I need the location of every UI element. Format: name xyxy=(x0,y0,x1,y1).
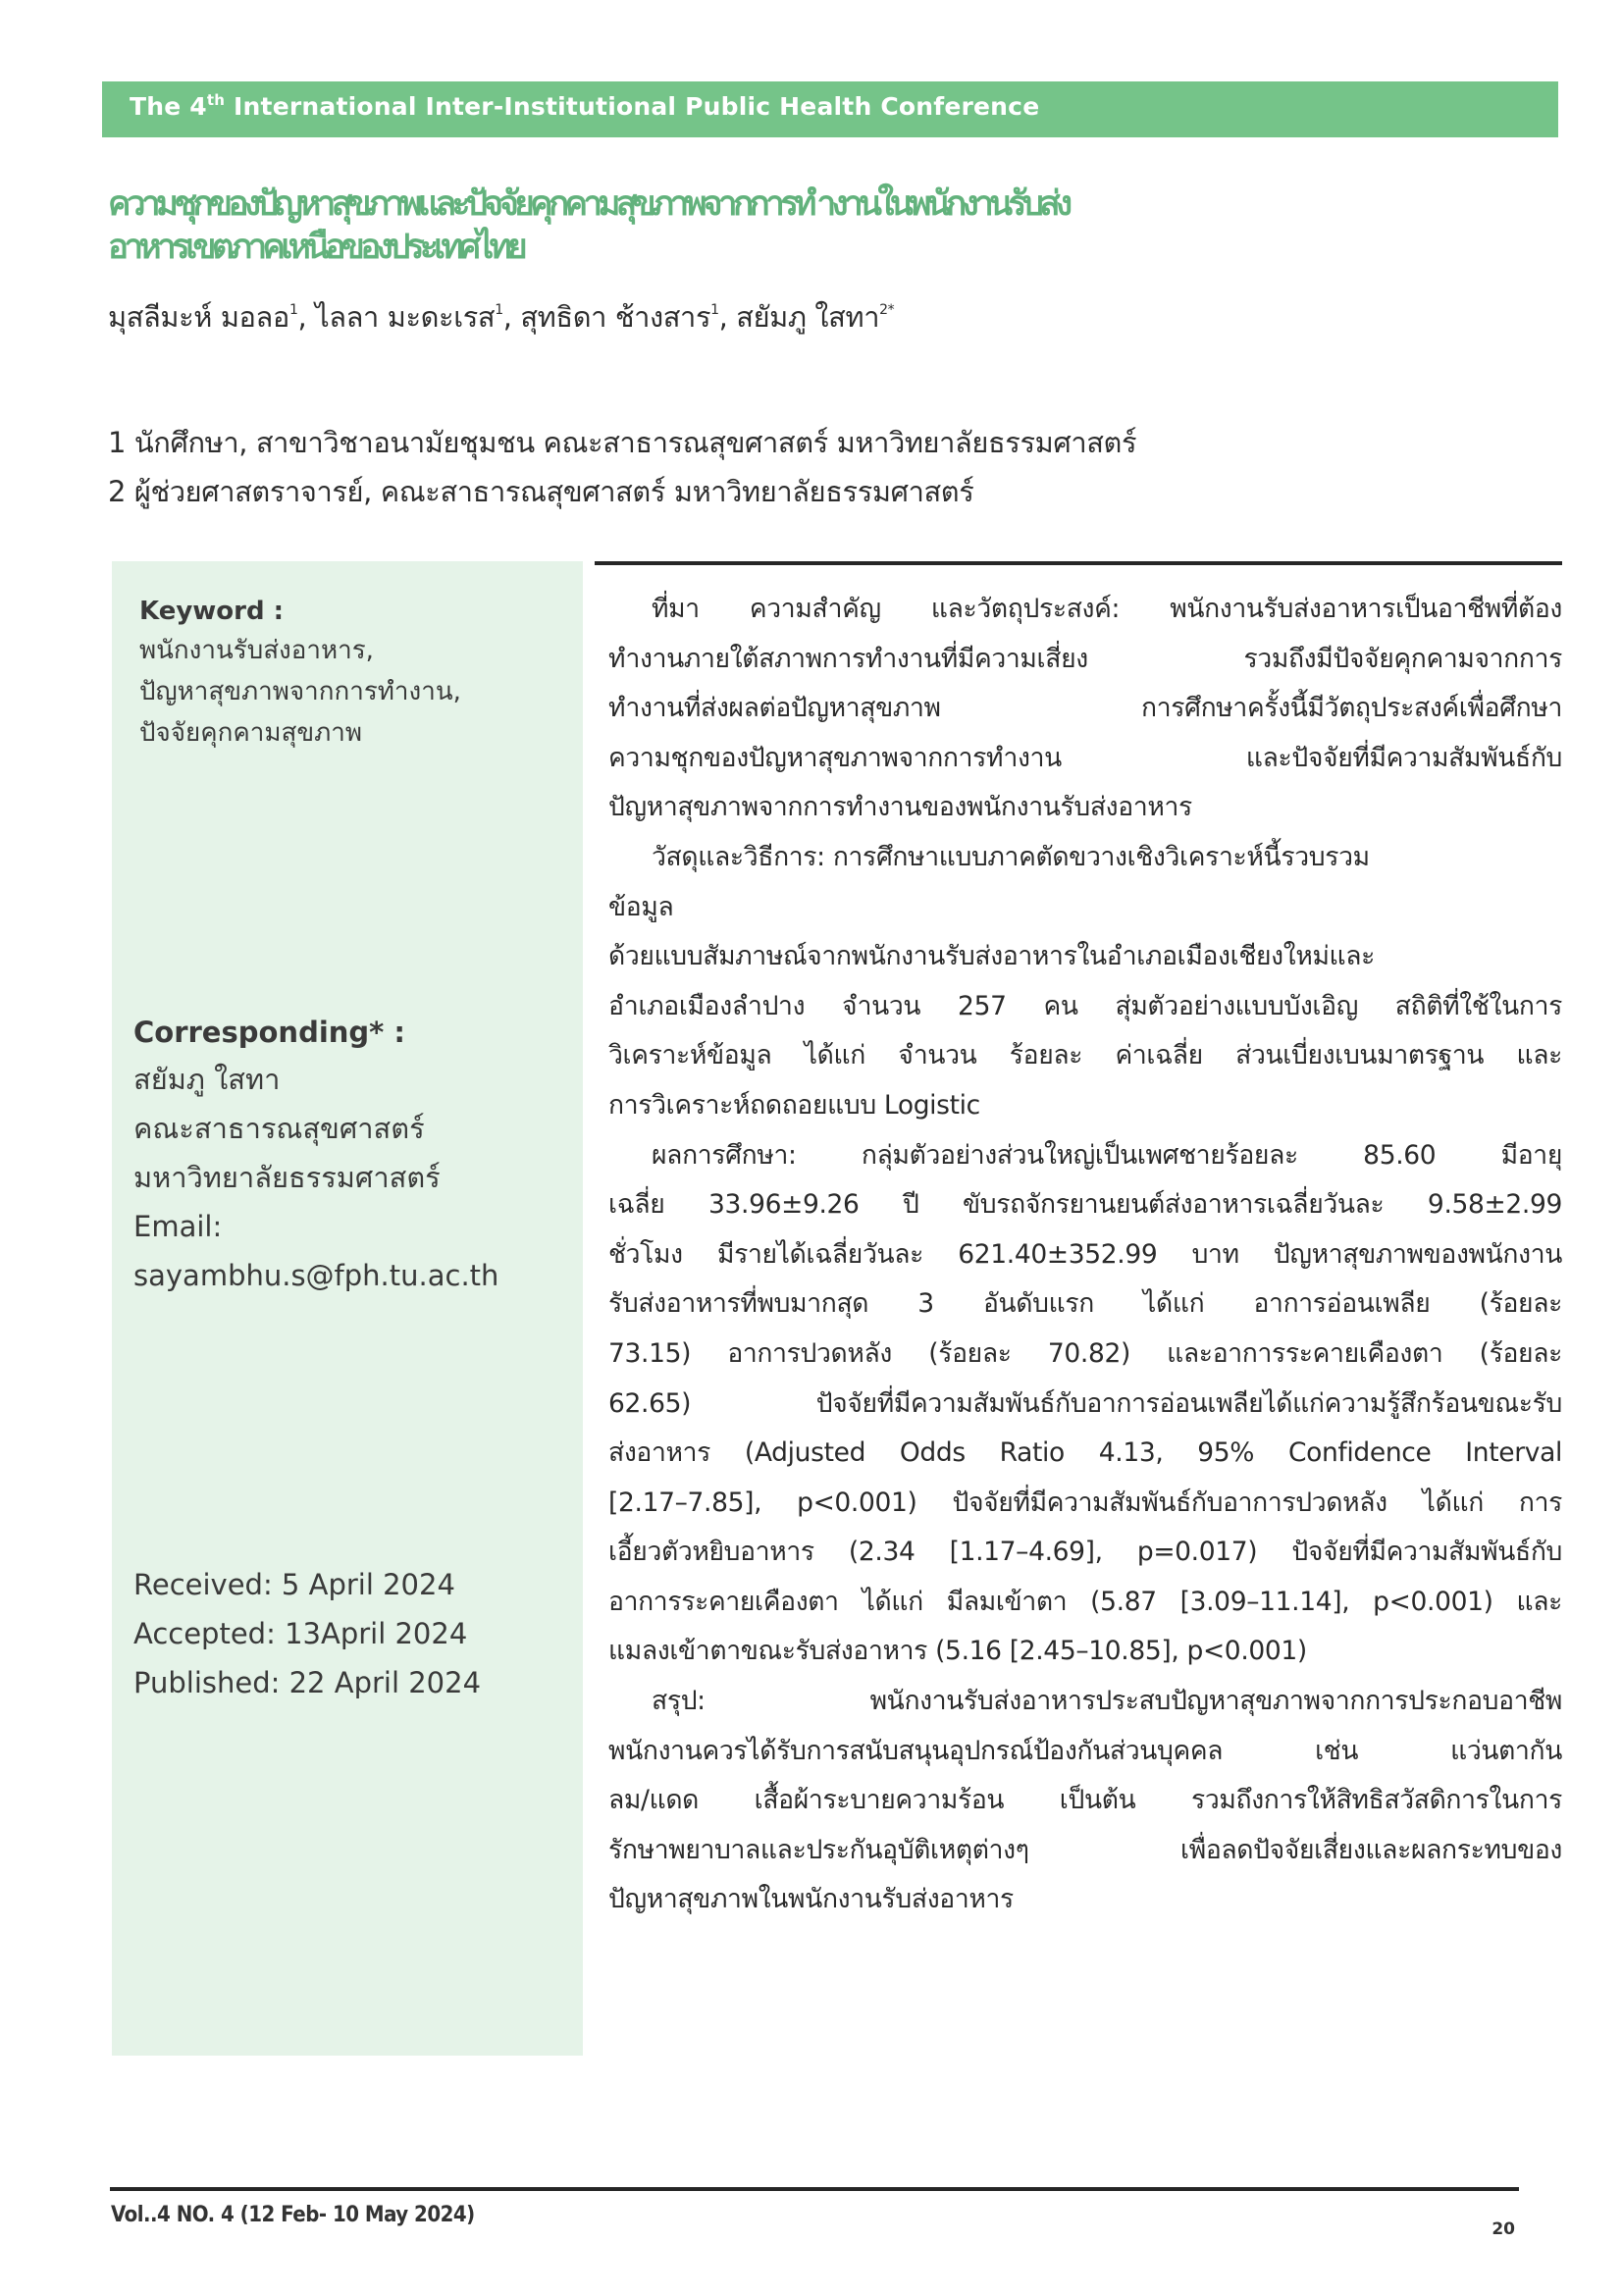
author-name: มุสลีมะห์ มอลอ xyxy=(108,300,289,334)
abstract-line: อาการระคายเคืองตา ได้แก่ มีลมเข้าตา (5.87 [3.09–11.14], p<0.001) และ xyxy=(608,1586,1562,1617)
article-title xyxy=(108,183,1541,269)
affiliation-1: 1 นักศึกษา, สาขาวิชาอนามัยชุมชน คณะสาธารณสุขศาสตร์ มหาวิทยาลัยธรรมศาสตร์ xyxy=(108,426,1137,459)
article-title-line: อาหารเขตภาคเหนือของประเทศไทย xyxy=(108,228,524,267)
received-date: Received: 5 April 2024 xyxy=(133,1568,455,1601)
abstract-line: [2.17–7.85], p<0.001) ปัจจัยที่มีความสัมพันธ์กับอาการปวดหลัง ได้แก่ การ xyxy=(608,1487,1562,1518)
abstract-line: ลม/แดด เสื้อผ้าระบายความร้อน เป็นต้น รวมถึงการให้สิทธิสวัสดิการในการ xyxy=(608,1785,1562,1816)
author-separator: , xyxy=(718,300,737,334)
abstract-top-rule xyxy=(595,561,1562,565)
corresponding-author-name: สยัมภู ใสทา xyxy=(133,1063,281,1096)
abstract-line: ด้วยแบบสัมภาษณ์จากพนักงานรับส่งอาหารในอำเภอเมืองเชียงใหม่และ xyxy=(608,941,1376,972)
author-list xyxy=(108,297,894,337)
author-affiliation-mark: 2* xyxy=(879,302,895,318)
corresponding-university: มหาวิทยาลัยธรรมศาสตร์ xyxy=(133,1161,441,1194)
article-title-line: ความชุกของปัญหาสุขภาพและปัจจัยคุกคามสุขภาพจากการทำงานในพนักงานรับส่ง xyxy=(108,184,1069,224)
author-affiliation-mark: 1 xyxy=(710,302,719,318)
author-name: ไลลา มะดะเรส xyxy=(315,300,496,334)
author-separator: , xyxy=(297,300,316,334)
abstract-line: รับส่งอาหารที่พบมากสุด 3 อันดับแรก ได้แก่ อาการอ่อนเพลีย (ร้อยละ xyxy=(608,1288,1562,1320)
conference-title-suffix: International Inter-Institutional Public Health Conference xyxy=(225,92,1040,121)
abstract-line: ปัญหาสุขภาพจากการทำงานของพนักงานรับส่งอาหาร xyxy=(608,792,1192,823)
affiliation-2: 2 ผู้ช่วยศาสตราจารย์, คณะสาธารณสุขศาสตร์ มหาวิทยาลัยธรรมศาสตร์ xyxy=(108,475,974,508)
keyword-item: พนักงานรับส่งอาหาร, xyxy=(139,636,374,665)
author-affiliation-mark: 1 xyxy=(495,302,503,318)
conference-title-sup: th xyxy=(206,91,226,109)
keyword-item: ปัญหาสุขภาพจากการทำงาน, xyxy=(139,677,461,706)
conference-banner xyxy=(102,81,1558,137)
corresponding-heading: Corresponding* : xyxy=(133,1016,406,1049)
author-name: สยัมภู ใสทา xyxy=(736,300,880,334)
abstract-line: ส่งอาหาร (Adjusted Odds Ratio 4.13, 95% Confidence Interval xyxy=(608,1437,1562,1469)
abstract-line: ชั่วโมง มีรายได้เฉลี่ยวันละ 621.40±352.99 บาท ปัญหาสุขภาพของพนักงาน xyxy=(608,1238,1562,1270)
abstract-line: ความชุกของปัญหาสุขภาพจากการทำงาน และปัจจัยที่มีความสัมพันธ์กับ xyxy=(608,742,1562,773)
author-affiliation-mark: 1 xyxy=(288,302,298,318)
abstract-line: ผลการศึกษา: กลุ่มตัวอย่างส่วนใหญ่เป็นเพศชายร้อยละ 85.60 มีอายุ xyxy=(652,1139,1562,1171)
abstract-line: เอี้ยวตัวหยิบอาหาร (2.34 [1.17–4.69], p=0.017) ปัจจัยที่มีความสัมพันธ์กับ xyxy=(608,1537,1562,1568)
abstract-line: สรุป: พนักงานรับส่งอาหารประสบปัญหาสุขภาพจากการประกอบอาชีพ xyxy=(652,1686,1562,1717)
abstract-line: วิเคราะห์ข้อมูล ได้แก่ จำนวน ร้อยละ ค่าเฉลี่ย ส่วนเบี่ยงเบนมาตรฐาน และ xyxy=(608,1040,1562,1071)
abstract-line: พนักงานควรได้รับการสนับสนุนอุปกรณ์ป้องกันส่วนบุคคล เช่น แว่นตากัน xyxy=(608,1735,1562,1766)
footer-rule xyxy=(110,2187,1519,2191)
corresponding-faculty: คณะสาธารณสุขศาสตร์ xyxy=(133,1112,425,1145)
volume-info: Vol..4 NO. 4 (12 Feb- 10 May 2024) xyxy=(111,2203,475,2227)
abstract-line: การวิเคราะห์ถดถอยแบบ Logistic xyxy=(608,1089,980,1121)
published-date: Published: 22 April 2024 xyxy=(133,1666,482,1699)
abstract-line: รักษาพยาบาลและประกันอุบัติเหตุต่างๆ เพื่อลดปัจจัยเสี่ยงและผลกระทบของ xyxy=(608,1834,1562,1865)
abstract-line: ข้อมูล xyxy=(608,891,674,922)
email-address[interactable]: sayambhu.s@fph.tu.ac.th xyxy=(133,1259,499,1292)
keyword-item: ปัจจัยคุกคามสุขภาพ xyxy=(139,718,362,748)
page-number: 20 xyxy=(1491,2219,1515,2239)
email-label: Email: xyxy=(133,1210,223,1243)
abstract-line: ปัญหาสุขภาพในพนักงานรับส่งอาหาร xyxy=(608,1884,1014,1915)
abstract-line: วัสดุและวิธีการ: การศึกษาแบบภาคตัดขวางเชิงวิเคราะห์นี้รวบรวม xyxy=(652,841,1370,872)
accepted-date: Accepted: 13April 2024 xyxy=(133,1617,468,1650)
author-name: สุทธิดา ช้างสาร xyxy=(520,300,711,334)
abstract-line: 62.65) ปัจจัยที่มีความสัมพันธ์กับอาการอ่อนเพลียได้แก่ความรู้สึกร้อนขณะรับ xyxy=(608,1387,1562,1419)
keyword-heading: Keyword : xyxy=(139,597,285,626)
abstract-line: เฉลี่ย 33.96±9.26 ปี ขับรถจักรยานยนต์ส่งอาหารเฉลี่ยวันละ 9.58±2.99 xyxy=(608,1189,1562,1221)
abstract-line: ทำงานภายใต้สภาพการทำงานที่มีความเสี่ยง รวมถึงมีปัจจัยคุกคามจากการ xyxy=(608,643,1562,674)
abstract-body xyxy=(608,585,1562,1925)
author-separator: , xyxy=(502,300,521,334)
abstract-line: อำเภอเมืองลำปาง จำนวน 257 คน สุ่มตัวอย่างแบบบังเอิญ สถิติที่ใช้ในการ xyxy=(608,990,1562,1021)
abstract-line: ทำงานที่ส่งผลต่อปัญหาสุขภาพ การศึกษาครั้งนี้มีวัตถุประสงค์เพื่อศึกษา xyxy=(608,693,1562,724)
dates-block xyxy=(133,1560,575,1707)
conference-title-prefix: The 4 xyxy=(130,92,207,121)
conference-title xyxy=(130,92,1039,121)
abstract-line: ที่มา ความสำคัญ และวัตถุประสงค์: พนักงานรับส่งอาหารเป็นอาชีพที่ต้อง xyxy=(652,594,1562,624)
abstract-line: 73.15) อาการปวดหลัง (ร้อยละ 70.82) และอาการระคายเคืองตา (ร้อยละ xyxy=(608,1337,1562,1369)
article-info-sidebar xyxy=(112,561,583,2056)
keywords-block xyxy=(133,593,575,754)
abstract-line: แมลงเข้าตาขณะรับส่งอาหาร (5.16 [2.45–10.85], p<0.001) xyxy=(608,1636,1307,1667)
corresponding-block xyxy=(133,1010,575,1300)
